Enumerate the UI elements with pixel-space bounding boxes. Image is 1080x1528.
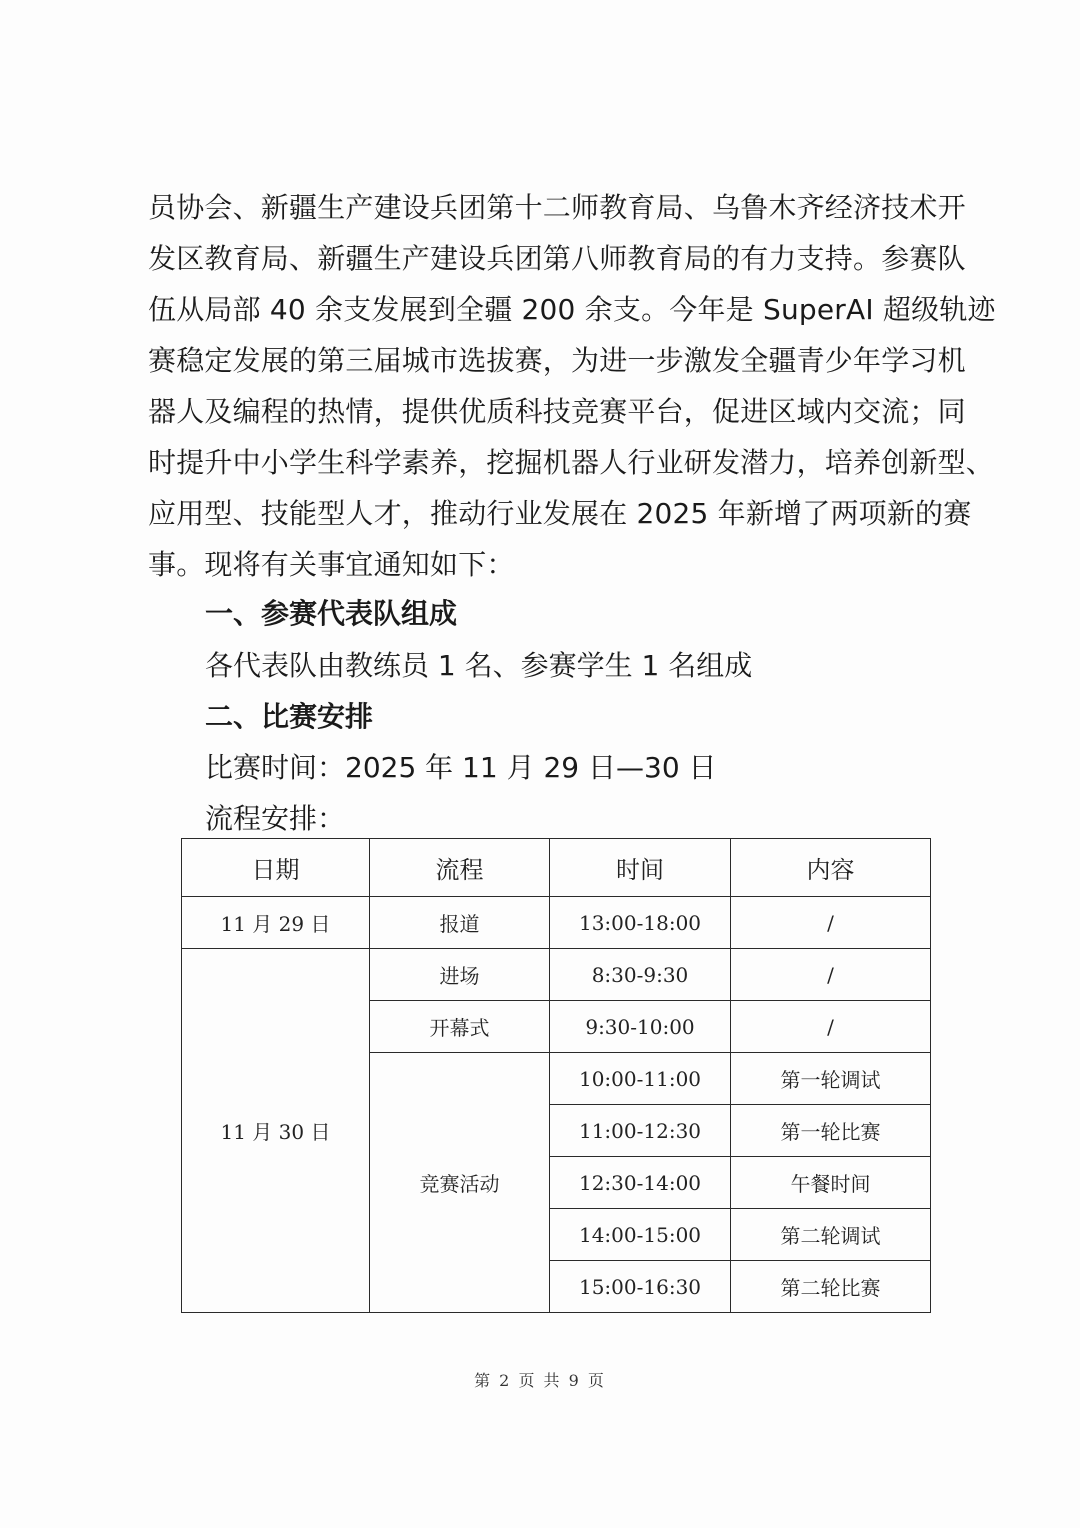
schedule-table [181, 838, 931, 1313]
date-cell: 11 月 29 日 [182, 897, 370, 949]
table-row [182, 897, 931, 949]
content-cell: / [731, 949, 931, 1001]
paragraph-line: 伍从局部 40 余支发展到全疆 200 余支。今年是 SuperAI 超级轨迹 [148, 293, 996, 326]
page-number: 第 2 页 共 9 页 [474, 1371, 606, 1390]
section2-heading: 二、比赛安排 [205, 700, 374, 733]
time-cell: 10:00-11:00 [550, 1053, 731, 1105]
header-time: 时间 [550, 839, 731, 897]
paragraph-line: 时提升中小学生科学素养，挖掘机器人行业研发潜力，培养创新型、 [148, 446, 995, 479]
competition-time: 比赛时间：2025 年 11 月 29 日—30 日 [205, 751, 717, 784]
header-content: 内容 [731, 839, 931, 897]
content-cell: 第一轮调试 [731, 1053, 931, 1105]
flow-label: 流程安排： [205, 802, 346, 835]
paragraph-line: 事。现将有关事宜通知如下： [148, 548, 515, 581]
paragraph-line: 应用型、技能型人才，推动行业发展在 2025 年新增了两项新的赛 [148, 497, 972, 530]
process-cell: 竞赛活动 [370, 1053, 550, 1313]
header-process: 流程 [370, 839, 550, 897]
content-cell: / [731, 1001, 931, 1053]
date-cell: 11 月 30 日 [182, 949, 370, 1313]
time-cell: 12:30-14:00 [550, 1157, 731, 1209]
content-cell: / [731, 897, 931, 949]
content-cell: 午餐时间 [731, 1157, 931, 1209]
time-cell: 13:00-18:00 [550, 897, 731, 949]
content-cell: 第一轮比赛 [731, 1105, 931, 1157]
content-cell: 第二轮比赛 [731, 1261, 931, 1313]
time-cell: 11:00-12:30 [550, 1105, 731, 1157]
time-cell: 15:00-16:30 [550, 1261, 731, 1313]
paragraph-line: 员协会、新疆生产建设兵团第十二师教育局、乌鲁木齐经济技术开 [148, 191, 966, 224]
time-cell: 14:00-15:00 [550, 1209, 731, 1261]
header-date: 日期 [182, 839, 370, 897]
section1-body: 各代表队由教练员 1 名、参赛学生 1 名组成 [205, 649, 753, 682]
time-cell: 9:30-10:00 [550, 1001, 731, 1053]
paragraph-line: 器人及编程的热情，提供优质科技竞赛平台，促进区域内交流；同 [148, 395, 966, 428]
paragraph-line: 发区教育局、新疆生产建设兵团第八师教育局的有力支持。参赛队 [148, 242, 966, 275]
table-row [182, 949, 931, 1001]
time-cell: 8:30-9:30 [550, 949, 731, 1001]
process-cell: 进场 [370, 949, 550, 1001]
content-cell: 第二轮调试 [731, 1209, 931, 1261]
process-cell: 开幕式 [370, 1001, 550, 1053]
intro-paragraph [148, 182, 996, 590]
section1-heading: 一、参赛代表队组成 [205, 597, 458, 630]
process-cell: 报道 [370, 897, 550, 949]
paragraph-line: 赛稳定发展的第三届城市选拔赛，为进一步激发全疆青少年学习机 [148, 344, 966, 377]
table-header-row [182, 839, 931, 897]
